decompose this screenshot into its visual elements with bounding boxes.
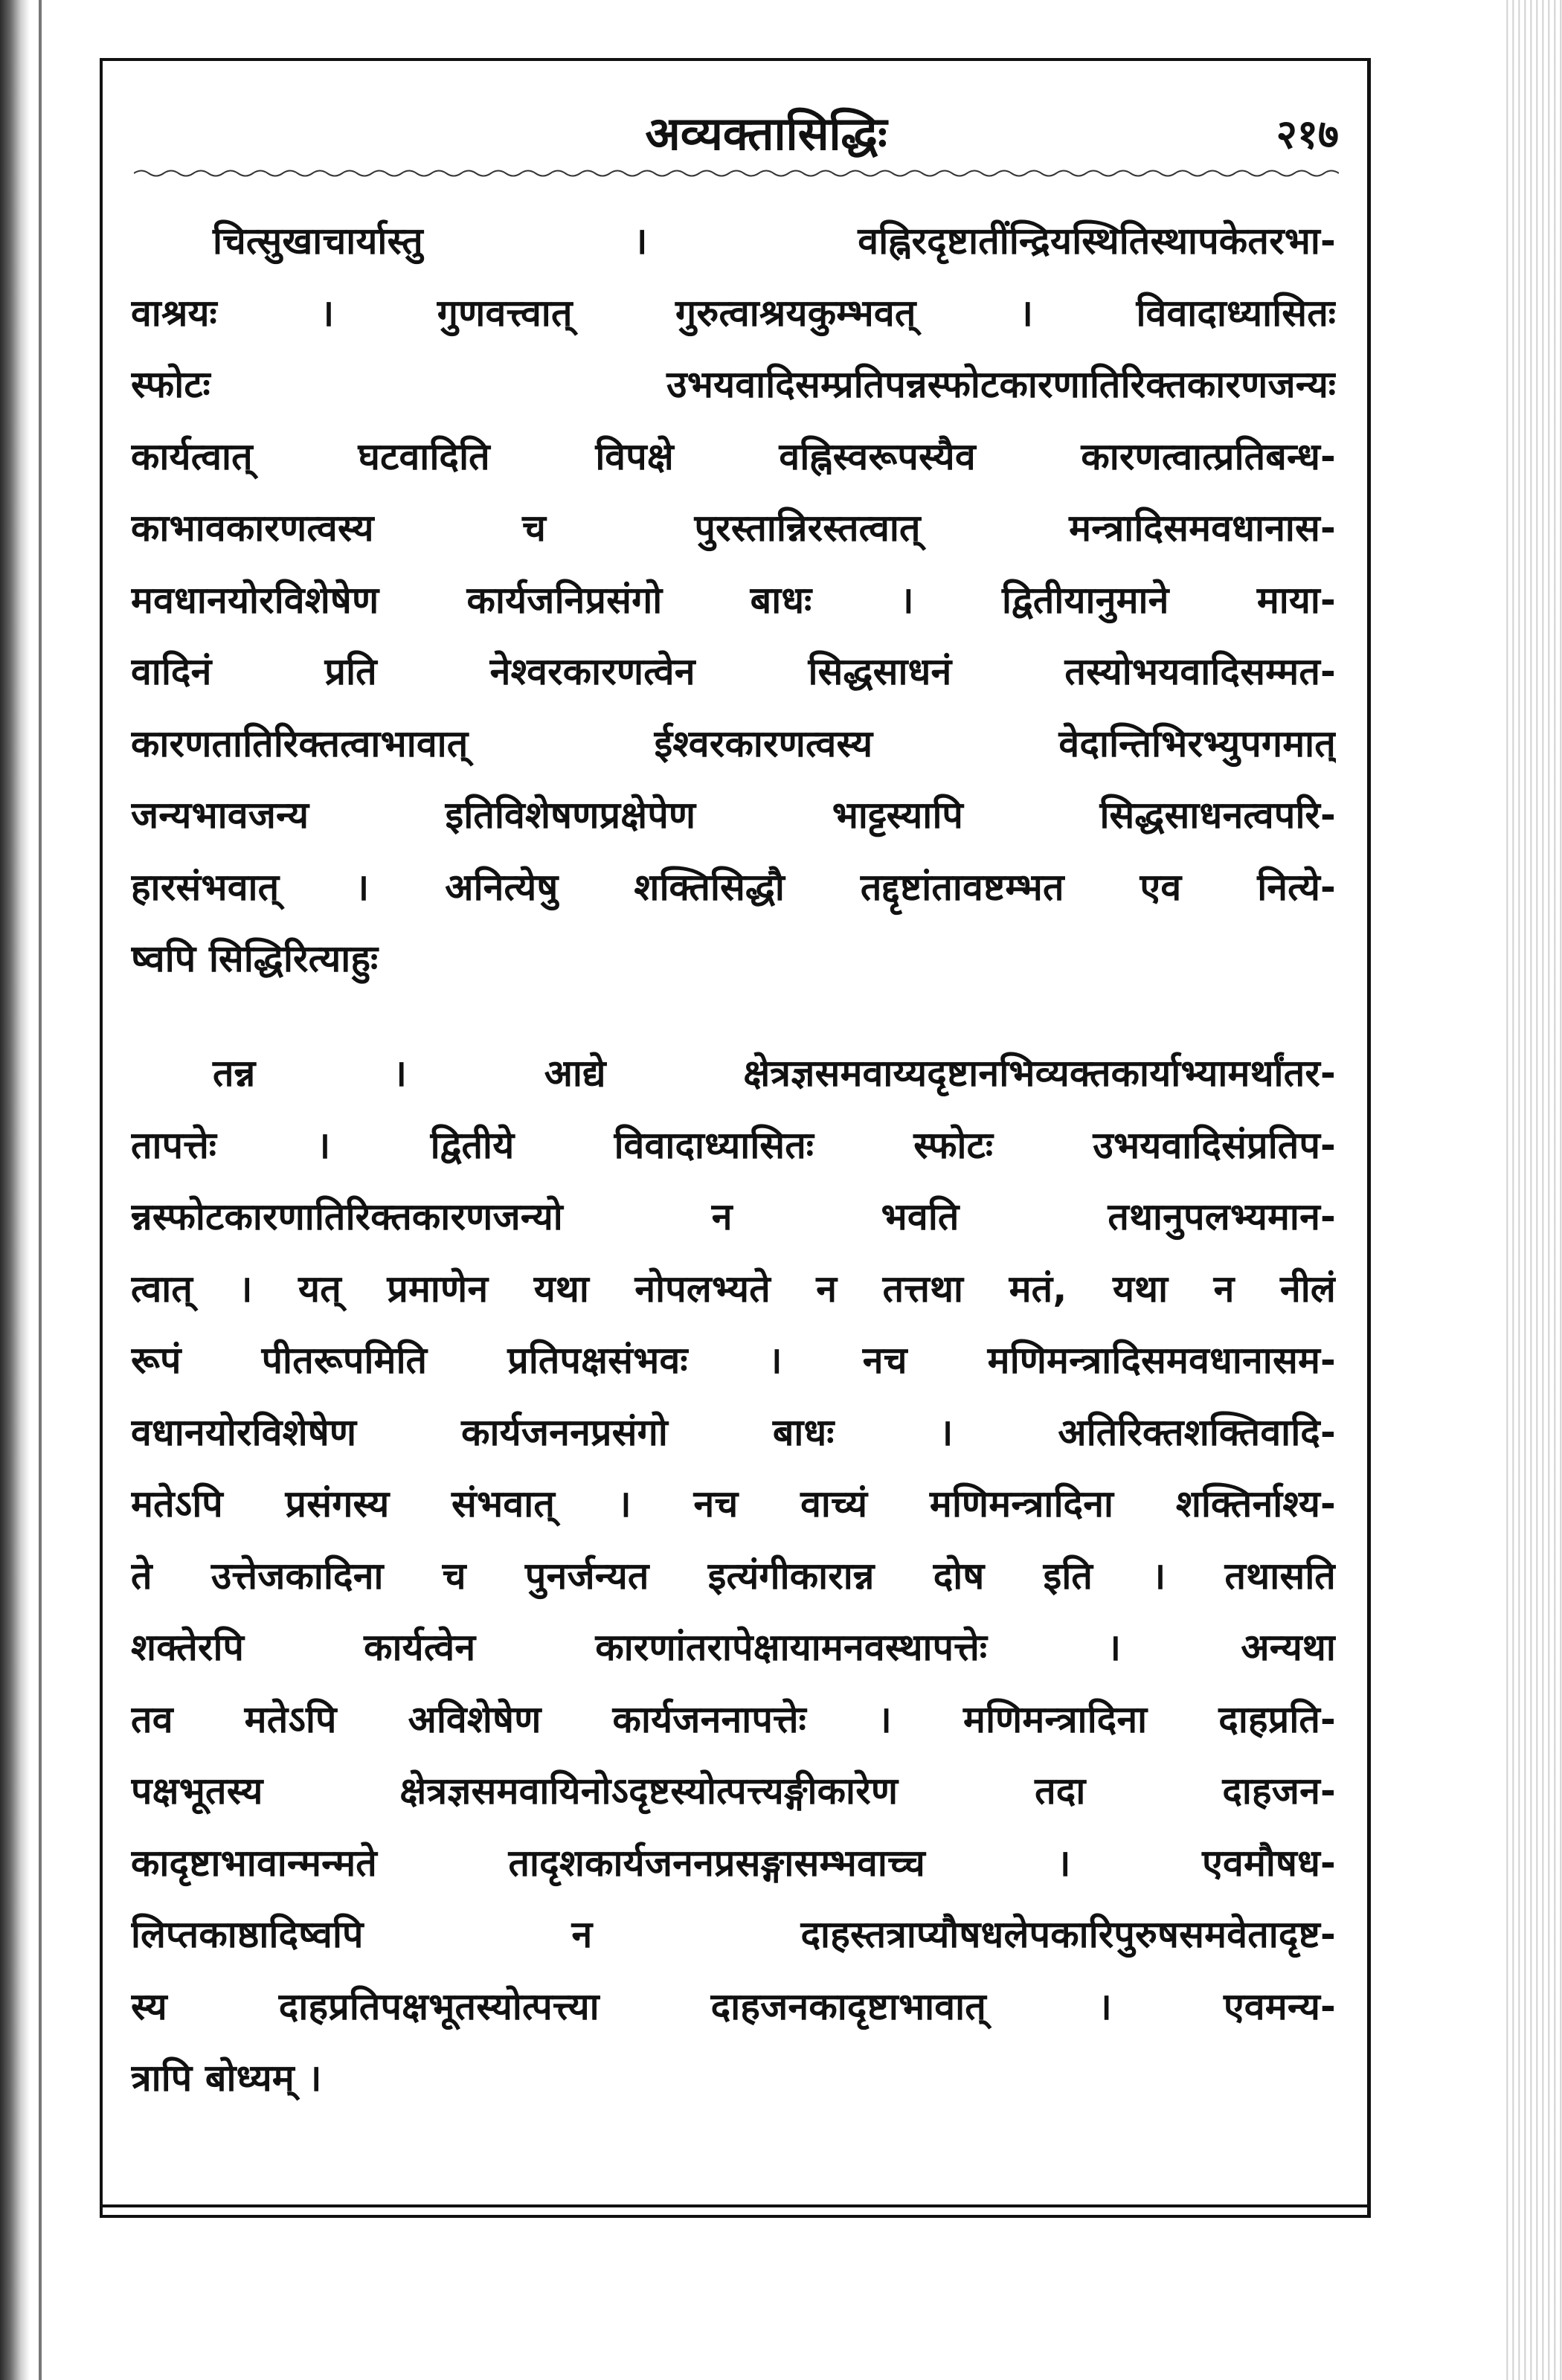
text-line: त्रापि बोध्यम् । xyxy=(131,2056,322,2100)
text-line: चित्सुखाचार्यास्तु । वह्निरदृष्टातींन्द्रियस्थितिस्थापकेतरभा- xyxy=(213,219,1336,263)
text-line: मतेऽपि प्रसंगस्य संभवात् । नच वाच्यं मणिमन्त्रादिना शक्तिर्नाश्य- xyxy=(131,1482,1336,1525)
text-line: जन्यभावजन्य इतिविशेषणप्रक्षेपेण भाट्टस्यापि सिद्धसाधनत्वपरि- xyxy=(131,794,1336,837)
text-line: तापत्तेः । द्वितीये विवादाध्यासितः स्फोटः उभयवादिसंप्रतिप- xyxy=(131,1123,1336,1167)
text-line: न्नस्फोटकारणातिरिक्तकारणजन्यो न भवति तथानुपलभ्यमान- xyxy=(131,1195,1336,1238)
text-line: त्वात् । यत् प्रमाणेन यथा नोपलभ्यते न तत्तथा मतं, यथा न नीलं xyxy=(131,1267,1336,1310)
text-line: स्फोटः उभयवादिसम्प्रतिपन्नस्फोटकारणातिरिक्तकारणजन्यः xyxy=(131,363,1336,406)
page-number: २१७ xyxy=(1276,110,1339,158)
page-edge-stack xyxy=(1502,0,1562,2380)
text-line: शक्तेरपि कार्यत्वेन कारणांतरापेक्षायामनवस्थापत्तेः । अन्यथा xyxy=(131,1626,1336,1669)
paragraph-2 xyxy=(131,1038,1336,2114)
binding-shadow xyxy=(0,0,30,2380)
text-line: स्य दाहप्रतिपक्षभूतस्योत्पत्त्या दाहजनकादृष्टाभावात् । एवमन्य- xyxy=(131,1984,1336,2028)
text-line: ष्वपि सिद्धिरित्याहुः xyxy=(131,937,379,980)
text-line: कारणतातिरिक्तत्वाभावात् ईश्वरकारणत्वस्य वेदान्तिभिरभ्युपगमात् xyxy=(131,721,1336,765)
running-title: अव्यक्तासिद्धिः xyxy=(645,106,887,161)
text-line: वादिनं प्रति नेश्वरकारणत्वेन सिद्धसाधनं तस्योभयवादिसम्मत- xyxy=(131,650,1336,693)
text-line: लिप्तकाष्ठादिष्वपि न दाहस्तत्राप्यौषधलेपकारिपुरुषसमवेतादृष्ट- xyxy=(131,1913,1336,1956)
text-line: ते उत्तेजकादिना च पुनर्जन्यत इत्यंगीकारान्न दोष इति । तथासति xyxy=(131,1554,1336,1598)
paragraph-1 xyxy=(131,205,1336,995)
frame-bottom-rule-double xyxy=(100,2215,1371,2218)
text-line: कार्यत्वात् घटवादिति विपक्षे वह्निस्वरूपस्यैव कारणत्वात्प्रतिबन्ध- xyxy=(131,434,1336,478)
text-line: मवधानयोरविशेषेण कार्यजनिप्रसंगो बाधः । द्वितीयानुमाने माया- xyxy=(131,578,1336,622)
text-line: तव मतेऽपि अविशेषेण कार्यजननापत्तेः । मणिमन्त्रादिना दाहप्रति- xyxy=(131,1697,1336,1741)
binding-line xyxy=(39,0,42,2380)
text-line: वधानयोरविशेषेण कार्यजननप्रसंगो बाधः । अतिरिक्तशक्तिवादि- xyxy=(131,1410,1336,1454)
text-line: काभावकारणत्वस्य च पुरस्तान्निरस्तत्वात् मन्त्रादिसमवधानास- xyxy=(131,506,1336,550)
text-line: कादृष्टाभावान्मन्मते तादृशकार्यजननप्रसङ्गासम्भवाच्च । एवमौषध- xyxy=(131,1841,1336,1885)
frame-bottom-rule xyxy=(100,2204,1371,2207)
text-line: पक्षभूतस्य क्षेत्रज्ञसमवायिनोऽदृष्टस्योत्पत्त्यङ्गीकारेण तदा दाहजन- xyxy=(131,1769,1336,1813)
text-line: रूपं पीतरूपमिति प्रतिपक्षसंभवः । नच मणिमन्त्रादिसमवधानासम- xyxy=(131,1339,1336,1382)
text-line: तन्न । आद्ये क्षेत्रज्ञसमवाय्यदृष्टानभिव्यक्तकार्याभ्यामर्थांतर- xyxy=(213,1052,1336,1095)
text-line: वाश्रयः । गुणवत्त्वात् गुरुत्वाश्रयकुम्भवत् । विवादाध्यासितः xyxy=(131,291,1336,335)
header-wavy-rule xyxy=(134,168,1339,178)
text-line: हारसंभवात् । अनित्येषु शक्तिसिद्धौ तद्दृष्टांतावष्टम्भत एव नित्ये- xyxy=(131,865,1336,909)
